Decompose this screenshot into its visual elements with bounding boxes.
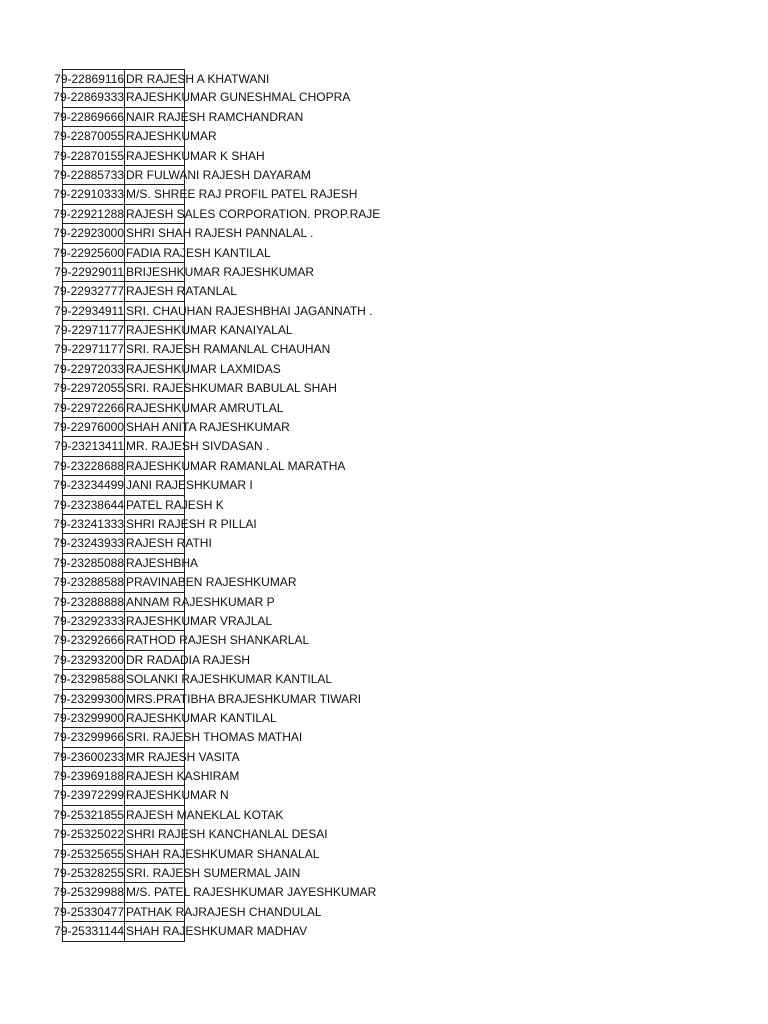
phone-number-text: 79-22972055 <box>53 381 124 396</box>
phone-number-text: 79-23969188 <box>53 769 124 784</box>
table-row <box>53 806 742 825</box>
name-text: SHRI SHAH RAJESH PANNALAL . <box>126 226 314 241</box>
name-text: RAJESHKUMAR AMRUTLAL <box>126 400 284 415</box>
table-row <box>53 515 742 534</box>
name-cell[interactable] <box>124 360 281 379</box>
name-cell[interactable] <box>124 864 301 883</box>
phone-number-cell[interactable] <box>53 767 124 786</box>
phone-number-text: 79-22885733 <box>53 167 124 182</box>
table-row <box>53 399 742 418</box>
name-text: RAJESHKUMAR K SHAH <box>126 148 265 163</box>
phone-number-cell[interactable] <box>53 360 124 379</box>
phone-number-cell[interactable] <box>53 883 124 902</box>
name-cell[interactable] <box>124 593 275 612</box>
phone-number-cell[interactable] <box>53 593 124 612</box>
name-text: RAJESHKUMAR <box>126 129 217 144</box>
phone-number-cell[interactable] <box>53 806 124 825</box>
phone-number-text: 79-23299900 <box>53 710 124 725</box>
table-row <box>53 108 742 127</box>
name-text: MRS.PRATIBHA BRAJESHKUMAR TIWARI <box>126 691 362 706</box>
name-text: RAJESH SALES CORPORATION. PROP.RAJE <box>126 206 381 221</box>
name-cell[interactable] <box>124 418 290 437</box>
table-row <box>53 748 742 767</box>
name-text: RAJESH MANEKLAL KOTAK <box>126 807 284 822</box>
name-cell[interactable] <box>124 127 217 146</box>
table-row <box>53 709 742 728</box>
phone-number-text: 79-23292666 <box>53 633 124 648</box>
phone-number-cell[interactable] <box>53 88 124 107</box>
phone-number-text: 79-22972033 <box>53 361 124 376</box>
table-row <box>54 321 742 340</box>
table-row <box>53 476 742 495</box>
name-cell[interactable] <box>124 321 293 340</box>
name-text: DR RADADIA RAJESH <box>126 652 251 667</box>
phone-number-cell[interactable] <box>53 108 124 127</box>
phone-number-text: 79-23285088 <box>53 555 124 570</box>
phone-number-text: 79-22925600 <box>53 245 124 260</box>
phone-number-cell[interactable] <box>53 845 124 864</box>
table-row <box>54 69 742 88</box>
name-cell[interactable] <box>124 437 270 456</box>
name-text: MR. RAJESH SIVDASAN . <box>126 439 270 454</box>
phone-number-cell[interactable] <box>53 418 124 437</box>
name-text: SHAH RAJESHKUMAR SHANALAL <box>126 846 320 861</box>
phone-number-text: 79-22869333 <box>53 90 124 105</box>
table-row <box>54 922 742 941</box>
phone-number-cell[interactable] <box>53 631 124 650</box>
name-text: SRI. CHAUHAN RAJESHBHAI JAGANNATH . <box>126 303 373 318</box>
phone-number-text: 79-22923000 <box>53 226 124 241</box>
name-text: RAJESHKUMAR LAXMIDAS <box>126 361 281 376</box>
phone-number-cell[interactable] <box>53 147 124 166</box>
table-row <box>53 825 742 844</box>
phone-number-cell[interactable] <box>53 534 124 553</box>
phone-number-text: 79-23299300 <box>53 691 124 706</box>
phone-number-cell[interactable] <box>53 903 124 922</box>
name-text: RAJESHKUMAR GUNESHMAL CHOPRA <box>126 90 351 105</box>
phone-number-text: 79-25328255 <box>53 866 124 881</box>
name-cell[interactable] <box>124 399 284 418</box>
table-row <box>53 147 742 166</box>
table-row <box>53 651 742 670</box>
name-text: SHRI RAJESH R PILLAI <box>126 516 257 531</box>
phone-number-cell[interactable] <box>54 922 124 941</box>
table-row <box>53 903 742 922</box>
table-row <box>53 496 742 515</box>
table-row <box>53 786 742 805</box>
table-row <box>53 418 742 437</box>
name-text: NAIR RAJESH RAMCHANDRAN <box>126 109 304 124</box>
phone-number-cell[interactable] <box>53 399 124 418</box>
phone-number-text: 79-23288588 <box>53 575 124 590</box>
name-cell[interactable] <box>124 709 277 728</box>
name-cell[interactable] <box>124 457 346 476</box>
name-text: RAJESHBHA <box>126 555 199 570</box>
phone-number-text: 79-23238644 <box>53 497 124 512</box>
name-text: PATHAK RAJRAJESH CHANDULAL <box>126 904 322 919</box>
phone-number-cell[interactable] <box>54 437 124 456</box>
phone-number-cell[interactable] <box>53 127 124 146</box>
phone-number-cell[interactable] <box>53 748 124 767</box>
table-row <box>53 534 742 553</box>
name-cell[interactable] <box>124 748 240 767</box>
name-text: SHAH RAJESHKUMAR MADHAV <box>126 924 308 939</box>
name-text: BRIJESHKUMAR RAJESHKUMAR <box>126 264 315 279</box>
table-row <box>53 883 742 902</box>
phone-number-text: 79-22910333 <box>53 187 124 202</box>
phone-number-cell[interactable] <box>54 321 124 340</box>
name-text: MR RAJESH VASITA <box>126 749 240 764</box>
name-text: M/S. PATEL RAJESHKUMAR JAYESHKUMAR <box>126 885 377 900</box>
phone-number-cell[interactable] <box>53 224 124 243</box>
name-cell[interactable] <box>124 806 284 825</box>
name-cell[interactable] <box>124 825 328 844</box>
phone-number-text: 79-23243933 <box>53 536 124 551</box>
phone-number-text: 79-23293200 <box>53 652 124 667</box>
table-row <box>53 573 742 592</box>
name-text: ANNAM RAJESHKUMAR P <box>126 594 275 609</box>
phone-number-text: 79-23972299 <box>53 788 124 803</box>
phone-number-text: 79-22972266 <box>53 400 124 415</box>
phone-number-text: 79-23228688 <box>53 458 124 473</box>
phone-number-text: 79-25331144 <box>54 924 124 939</box>
name-cell[interactable] <box>124 244 271 263</box>
table-row <box>53 88 742 107</box>
name-cell[interactable] <box>124 340 331 359</box>
table-row <box>53 690 742 709</box>
table-row <box>53 127 742 146</box>
name-cell[interactable] <box>124 922 308 941</box>
phone-number-cell[interactable] <box>53 690 124 709</box>
name-cell[interactable] <box>124 166 311 185</box>
spreadsheet-table <box>53 69 742 942</box>
phone-number-text: 79-22971177 <box>54 342 124 357</box>
phone-number-text: 79-22921288 <box>53 206 124 221</box>
name-text: RAJESHKUMAR VRAJLAL <box>126 613 273 628</box>
phone-number-text: 79-25325655 <box>53 846 124 861</box>
table-row <box>53 360 742 379</box>
name-cell[interactable] <box>124 263 315 282</box>
name-text: SHRI RAJESH KANCHANLAL DESAI <box>126 827 328 842</box>
table-row <box>53 864 742 883</box>
name-cell[interactable] <box>124 728 303 747</box>
name-text: DR RAJESH A KHATWANI <box>126 72 270 86</box>
phone-number-cell[interactable] <box>53 651 124 670</box>
table-row <box>53 670 742 689</box>
phone-number-text: 79-25321855 <box>53 807 124 822</box>
phone-number-text: 79-23299966 <box>53 730 124 745</box>
phone-number-cell[interactable] <box>53 205 124 224</box>
phone-number-text: 79-23234499 <box>53 478 124 493</box>
phone-number-text: 79-22971177 <box>54 323 124 338</box>
table-row <box>54 340 742 359</box>
name-text: RAJESH RATANLAL <box>126 284 237 299</box>
name-text: RATHOD RAJESH SHANKARLAL <box>126 633 310 648</box>
name-cell[interactable] <box>124 515 257 534</box>
phone-number-text: 79-23213411 <box>54 439 124 454</box>
phone-number-cell[interactable] <box>53 573 124 592</box>
name-cell[interactable] <box>124 845 320 864</box>
phone-number-cell[interactable] <box>53 476 124 495</box>
name-cell[interactable] <box>124 631 310 650</box>
name-cell[interactable] <box>124 185 358 204</box>
name-cell[interactable] <box>124 883 377 902</box>
name-text: JANI RAJESHKUMAR I <box>126 478 253 493</box>
name-cell[interactable] <box>124 302 373 321</box>
phone-number-cell[interactable] <box>53 244 124 263</box>
table-row <box>53 282 742 301</box>
name-cell[interactable] <box>124 534 212 553</box>
phone-number-text: 79-22934911 <box>54 303 124 318</box>
phone-number-cell[interactable] <box>54 340 124 359</box>
name-cell[interactable] <box>124 670 333 689</box>
name-cell[interactable] <box>124 224 314 243</box>
phone-number-text: 79-23288888 <box>53 594 124 609</box>
phone-number-cell[interactable] <box>54 302 124 321</box>
name-text: SHAH ANITA RAJESHKUMAR <box>126 420 290 435</box>
name-cell[interactable] <box>124 108 304 127</box>
table-row <box>53 554 742 573</box>
name-cell[interactable] <box>124 554 199 573</box>
name-cell[interactable] <box>124 476 253 495</box>
phone-number-text: 79-25330477 <box>53 904 124 919</box>
table-row <box>54 263 742 282</box>
phone-number-cell[interactable] <box>53 864 124 883</box>
name-text: FADIA RAJESH KANTILAL <box>126 245 271 260</box>
name-cell[interactable] <box>124 767 240 786</box>
name-cell[interactable] <box>124 69 270 88</box>
name-text: SRI. RAJESH RAMANLAL CHAUHAN <box>126 342 331 357</box>
name-text: SRI. RAJESHKUMAR BABULAL SHAH <box>126 381 337 396</box>
phone-number-text: 79-25325022 <box>53 827 124 842</box>
table-row <box>53 612 742 631</box>
phone-number-cell[interactable] <box>53 496 124 515</box>
name-cell[interactable] <box>124 205 381 224</box>
table-row <box>54 302 742 321</box>
phone-number-cell[interactable] <box>53 185 124 204</box>
name-cell[interactable] <box>124 379 337 398</box>
name-cell[interactable] <box>124 903 322 922</box>
table-row <box>53 593 742 612</box>
table-row <box>53 728 742 747</box>
name-text: RAJESHKUMAR KANAIYALAL <box>126 323 293 338</box>
table-row <box>53 205 742 224</box>
phone-number-cell[interactable] <box>53 515 124 534</box>
phone-number-cell[interactable] <box>53 825 124 844</box>
name-text: RAJESHKUMAR RAMANLAL MARATHA <box>126 458 346 473</box>
phone-number-cell[interactable] <box>53 554 124 573</box>
name-text: SRI. RAJESH SUMERMAL JAIN <box>126 866 301 881</box>
name-text: RAJESH RATHI <box>126 536 212 551</box>
name-cell[interactable] <box>124 612 273 631</box>
table-row <box>53 767 742 786</box>
table-row <box>53 185 742 204</box>
phone-number-text: 79-22870055 <box>53 129 124 144</box>
phone-number-text: 79-23298588 <box>53 672 124 687</box>
name-cell[interactable] <box>124 573 297 592</box>
name-text: SOLANKI RAJESHKUMAR KANTILAL <box>126 672 333 687</box>
phone-number-text: 79-22869116 <box>54 72 124 86</box>
phone-number-cell[interactable] <box>53 379 124 398</box>
table-row <box>54 437 742 456</box>
phone-number-text: 79-23600233 <box>53 749 124 764</box>
phone-number-text: 79-22929011 <box>54 264 124 279</box>
name-text: SRI. RAJESH THOMAS MATHAI <box>126 730 303 745</box>
table-row <box>53 244 742 263</box>
name-cell[interactable] <box>124 147 265 166</box>
table-row <box>53 166 742 185</box>
phone-number-cell[interactable] <box>53 709 124 728</box>
name-text: RAJESHKUMAR N <box>126 788 229 803</box>
table-row <box>53 845 742 864</box>
phone-number-text: 79-23292333 <box>53 613 124 628</box>
phone-number-cell[interactable] <box>53 457 124 476</box>
phone-number-text: 79-22869666 <box>53 109 124 124</box>
phone-number-cell[interactable] <box>54 263 124 282</box>
table-row <box>53 224 742 243</box>
name-text: RAJESH KASHIRAM <box>126 769 240 784</box>
name-text: RAJESHKUMAR KANTILAL <box>126 710 277 725</box>
name-text: PATEL RAJESH K <box>126 497 224 512</box>
phone-number-cell[interactable] <box>53 670 124 689</box>
name-cell[interactable] <box>124 282 237 301</box>
name-cell[interactable] <box>124 786 229 805</box>
phone-number-cell[interactable] <box>53 612 124 631</box>
name-cell[interactable] <box>124 651 251 670</box>
name-text: M/S. SHREE RAJ PROFIL PATEL RAJESH <box>126 187 358 202</box>
phone-number-text: 79-22870155 <box>53 148 124 163</box>
phone-number-cell[interactable] <box>53 728 124 747</box>
table-row <box>53 379 742 398</box>
phone-number-cell[interactable] <box>53 786 124 805</box>
table-row <box>53 457 742 476</box>
name-cell[interactable] <box>124 496 224 515</box>
phone-number-cell[interactable] <box>53 166 124 185</box>
name-cell[interactable] <box>124 88 351 107</box>
name-text: PRAVINABEN RAJESHKUMAR <box>126 575 297 590</box>
phone-number-cell[interactable] <box>53 282 124 301</box>
name-text: DR FULWANI RAJESH DAYARAM <box>126 167 311 182</box>
phone-number-text: 79-22976000 <box>53 420 124 435</box>
table-row <box>53 631 742 650</box>
phone-number-text: 79-22932777 <box>53 284 124 299</box>
phone-number-text: 79-23241333 <box>53 516 124 531</box>
phone-number-text: 79-25329988 <box>53 885 124 900</box>
name-cell[interactable] <box>124 690 362 709</box>
phone-number-cell[interactable] <box>54 69 124 88</box>
